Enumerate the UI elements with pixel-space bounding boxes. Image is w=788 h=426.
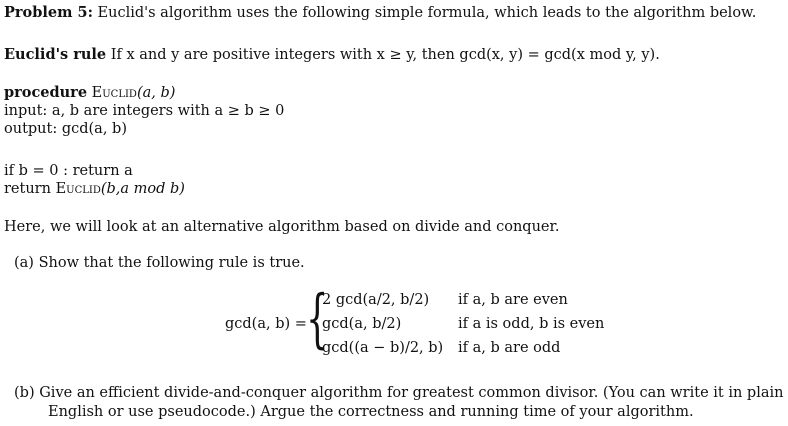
problem-header [4, 4, 756, 22]
problem-label: Problem 5: [4, 4, 93, 21]
gcd-lhs: gcd(a, b) = [225, 316, 307, 332]
case-expr-1: 2 gcd(a/2, b/2) [322, 292, 430, 308]
part-a-label: (a) [14, 255, 34, 271]
here-paragraph: Here, we will look at an alternative algorithm based on divide and conquer. [4, 219, 560, 235]
procedure-output: output: gcd(a, b) [4, 121, 127, 137]
part-b-line-1: Give an efficient divide-and-conquer algorithm for greatest common divisor. (You can write it in plain [39, 385, 784, 401]
case-cond-2: if a is odd, b is even [458, 316, 605, 332]
procedure-keyword: procedure [4, 84, 88, 101]
euclid-rule [4, 46, 660, 64]
case-expr-3: gcd((a − b)/2, b) [322, 340, 444, 356]
part-b [14, 384, 783, 402]
procedure-line-1: if b = 0 : return a [4, 163, 133, 179]
procedure-input: input: a, b are integers with a ≥ b ≥ 0 [4, 103, 285, 119]
cases-brace: { [306, 282, 329, 356]
procedure-line-2 [4, 180, 185, 198]
case-cond-3: if a, b are odd [458, 340, 561, 356]
part-a [14, 254, 305, 272]
case-cond-1: if a, b are even [458, 292, 568, 308]
recursive-call-args: (b,a mod b) [100, 181, 185, 197]
problem-intro: Euclid's algorithm uses the following simple formula, which leads to the algorithm below. [97, 5, 757, 21]
recursive-call-name: Euclid [55, 181, 101, 197]
procedure-name: Euclid [91, 85, 137, 101]
procedure-params: (a, b) [136, 85, 176, 101]
part-b-line-2: English or use pseudocode.) Argue the correctness and running time of your algorithm. [48, 404, 694, 420]
part-a-text: Show that the following rule is true. [38, 255, 305, 271]
rule-label: Euclid's rule [4, 46, 107, 63]
part-b-label: (b) [14, 385, 35, 401]
rule-text: If x and y are positive integers with x ≥ y, then gcd(x, y) = gcd(x mod y, y). [110, 47, 660, 63]
return-keyword: return [4, 181, 51, 197]
case-expr-2: gcd(a, b/2) [322, 316, 402, 332]
procedure-header [4, 84, 175, 102]
